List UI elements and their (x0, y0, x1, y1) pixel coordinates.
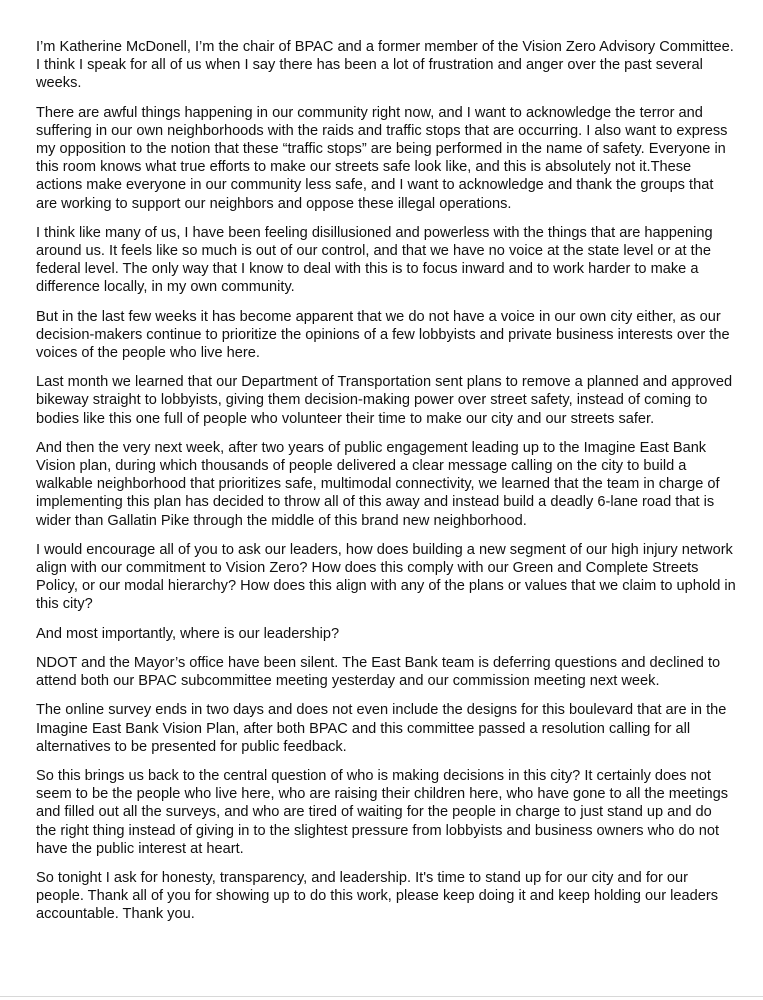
paragraph-bikeway: Last month we learned that our Department of Transportation sent plans to remove a planned and approved bikeway straight to lobbyists, giving them decision-making power over street safety, instead of coming to bodies like this one full of people who volunteer their time to make our city and our streets safer. (36, 374, 733, 427)
paragraph-leadership: And most importantly, where is our leadership? (36, 625, 340, 642)
page-bottom-divider (0, 996, 763, 997)
paragraph-intro: I’m Katherine McDonell, I’m the chair of BPAC and a former member of the Vision Zero Advisory Committee. I think I speak for all of us when I say there has been a lot of frustration and anger over the past several weeks. (36, 39, 734, 92)
paragraph-silence: NDOT and the Mayor’s office have been silent. The East Bank team is deferring questions and declined to attend both our BPAC subcommittee meeting yesterday and our commission meeting next week. (36, 654, 721, 690)
paragraph-decisions: So this brings us back to the central question of who is making decisions in this city? It certainly does not seem to be the people who live here, who are raising their children here, who have gone to all the meetings and filled out all the surveys, and who are tired of waiting for the people in charge to just stand up and do the right thing instead of giving in to the slightest pressure from lobbyists and business owners who do not have the public interest at heart. (36, 767, 728, 857)
paragraph-disillusioned: I think like many of us, I have been feeling disillusioned and powerless with the things that are happening around us. It feels like so much is out of our control, and that we have no voice at the state level or at the federal level. The only way that I know to deal with this is to focus inward and to work harder to make a difference locally, in my own community. (36, 224, 713, 296)
paragraph-closing: So tonight I ask for honesty, transparency, and leadership. It's time to stand up for our city and for our people. Thank all of you for showing up to do this work, please keep doing it and keep holding our leaders accountable. Thank you. (36, 869, 719, 923)
paragraph-community: There are awful things happening in our community right now, and I want to acknowledge the terror and suffering in our own neighborhoods with the raids and traffic stops that are occurring. I also want to express my opposition to the notion that these “traffic stops” are being performed in the name of safety. Everyone in this room knows what true efforts to make our streets safe look like, and this is absolutely not it.These actions make everyone in our community less safe, and I want to acknowledge and thank the groups that are working to support our neighbors and oppose these illegal operations. (36, 104, 728, 212)
paragraph-survey: The online survey ends in two days and does not even include the designs for this boulevard that are in the Imagine East Bank Vision Plan, after both BPAC and this committee passed a resolution calling for all alternatives to be presented for public feedback. (36, 702, 727, 755)
paragraph-east-bank: And then the very next week, after two years of public engagement leading up to the Imagine East Bank Vision plan, during which thousands of people delivered a clear message calling on the city to build a walkable neighborhood that prioritizes safe, multimodal connectivity, we learned that the team in charge of implementing this plan has decided to throw all of this away and instead build a deadly 6-lane road that is wider than Gallatin Pike through the middle of this brand new neighborhood. (36, 439, 720, 529)
document-body (36, 38, 736, 935)
paragraph-no-voice: But in the last few weeks it has become apparent that we do not have a voice in our own city either, as our decision-makers continue to prioritize the opinions of a few lobbyists and private business interests over the voices of the people who live here. (36, 308, 730, 362)
paragraph-questions: I would encourage all of you to ask our leaders, how does building a new segment of our high injury network align with our commitment to Vision Zero? How does this comply with our Green and Complete Streets Policy, or our modal hierarchy? How does this align with any of the plans or values that we claim to uphold in this city? (36, 541, 736, 613)
